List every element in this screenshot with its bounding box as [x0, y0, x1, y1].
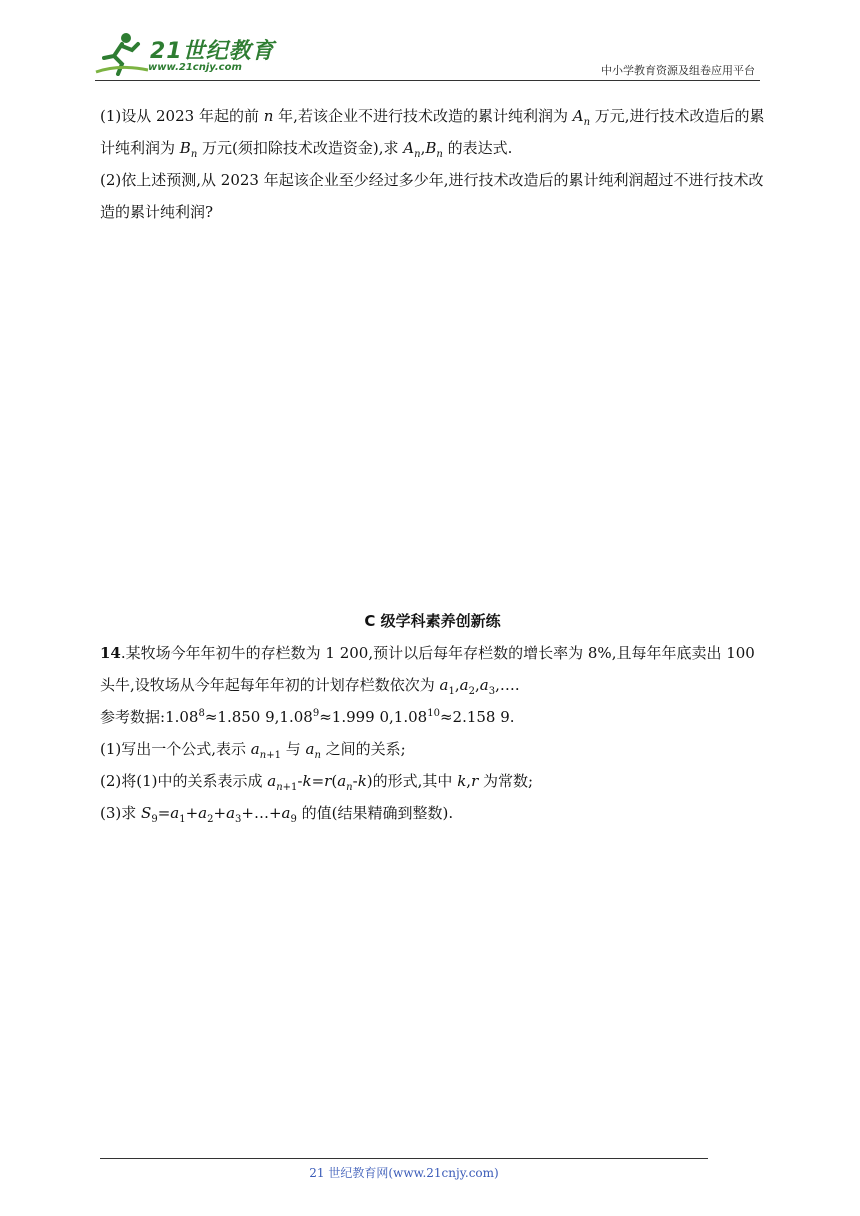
section-title: C 级学科素养创新练 — [364, 612, 501, 630]
question-14: 14.某牧场今年年初牛的存栏数为 1 200,预计以后每年存栏数的增长率为 8%,且每年年底卖出 100 头牛,设牧场从今年起每年年初的计划存栏数依次为 $a_1,a_2,a_3,\dots$. — [100, 644, 755, 697]
logo-url: www.21cnjy.com — [148, 62, 242, 73]
platform-name: 中小学教育资源及组卷应用平台 — [601, 64, 755, 77]
logo-text: 21世纪教育 — [150, 39, 275, 64]
runner-logo-icon — [92, 30, 150, 76]
question-part-2: (2)依上述预测,从 2023 年起该企业至少经过多少年,进行技术改造后的累计纯利润超过不进行技术改造的累计纯利润? — [100, 171, 764, 221]
page-header — [0, 0, 860, 80]
sub-question-2: (2)将(1)中的关系表示成 $a_{n+1}-k=r(a_n-k)$的形式,其中 k,r 为常数; — [100, 772, 534, 793]
site-logo[interactable] — [92, 30, 275, 78]
reference-data: 参考数据$:1.08^8\approx 1.850$ $9,1.08^9\approx 1.999$ $0,1.08^{10}\approx 2.158$ 9. — [100, 708, 515, 726]
section-c — [100, 605, 765, 829]
question-part-1: (1)设从 2023 年起的前 n 年,若该企业不进行技术改造的累计纯利润为 $A_n$ 万元,进行技术改造后的累计纯利润为 $B_n$ 万元(须扣除技术改造资金),求 $A_n,B_n$ 的表达式. — [100, 107, 765, 160]
sub-question-3: (3)求 $S_9=a_1+a_2+a_3+\dots+a_9$ 的值(结果精确到整数). — [100, 804, 454, 825]
footer-divider — [100, 1158, 708, 1159]
header-divider — [95, 80, 760, 81]
question-number: 14 — [100, 644, 121, 662]
sub-question-1: (1)写出一个公式,表示 $a_{n+1}$ 与 $a_n$ 之间的关系; — [100, 740, 406, 761]
footer-link[interactable]: 21 世纪教育网(www.21cnjy.com) — [309, 1166, 499, 1180]
question-13-continued — [100, 100, 765, 228]
